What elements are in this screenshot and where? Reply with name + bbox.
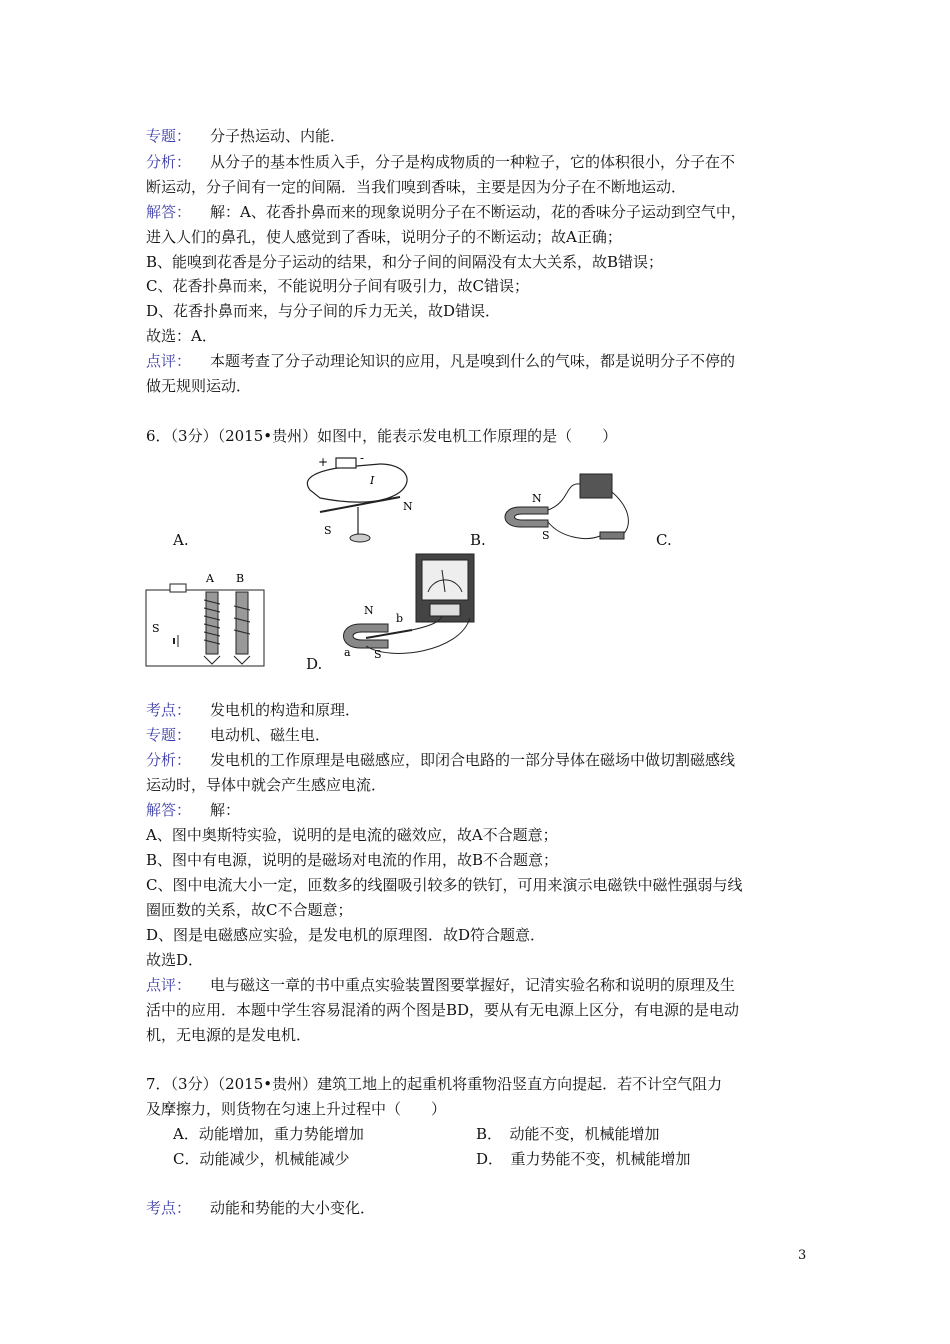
fig-a-minus: - [360, 452, 365, 465]
q6-topic: 专题： 电动机、磁生电． [146, 726, 331, 744]
q5-comment-1: 点评： 本题考查了分子动理论知识的应用，凡是嗅到什么的气味，都是说明分子不停的 [146, 352, 736, 370]
q6-answer-0: 解答： 解： [146, 801, 241, 819]
q6-option-a: A. [173, 531, 189, 549]
comment-label: 点评： [146, 352, 192, 370]
q6-option-c: C. [656, 531, 672, 549]
q5-answer-1: 解答： 解：A、花香扑鼻而来的现象说明分子在不断运动，花的香味分子运动到空气中， [146, 203, 746, 221]
fig-a-plus: + [318, 455, 329, 469]
figure-c-electromagnets [142, 570, 268, 670]
figure-a-oersted [300, 452, 420, 546]
fig-d-s: S [374, 648, 382, 661]
q7-stem-1: 7．（3分）（2015•贵州）建筑工地上的起重机将重物沿竖直方向提起．若不计空气阻力 [146, 1075, 723, 1093]
q5-analysis-1: 分析： 从分子的基本性质入手，分子是构成物质的一种粒子，它的体积很小，分子在不 [146, 153, 736, 171]
q5-comment-2: 做无规则运动． [146, 377, 252, 395]
q6-analysis-2: 运动时，导体中就会产生感应电流． [146, 776, 387, 794]
q5-answer-2: 进入人们的鼻孔，使人感觉到了香味，说明分子的不断运动；故A正确； [146, 228, 622, 246]
answer-label: 解答： [146, 801, 192, 819]
fig-a-n: N [403, 500, 413, 513]
q7-stem-2: 及摩擦力，则货物在匀速上升过程中（ ） [146, 1100, 447, 1118]
analysis-label: 分析： [146, 751, 192, 769]
analysis-label: 分析： [146, 153, 192, 171]
q6-answer-1: A、图中奥斯特实验，说明的是电流的磁效应，故A不合题意； [146, 826, 558, 844]
fig-b-n: N [532, 492, 542, 505]
fig-c-s: S [152, 622, 160, 635]
answer-label: 解答： [146, 203, 192, 221]
q5-answer-4: C、花香扑鼻而来，不能说明分子间有吸引力，故C错误； [146, 277, 529, 295]
figure-b-motor [490, 462, 640, 547]
q6-option-d: D. [306, 655, 323, 673]
q5-answer-3: B、能嗅到花香是分子运动的结果，和分子间的间隔没有太大关系，故B错误； [146, 253, 664, 271]
q7-option-d: D． 重力势能不变，机械能增加 [476, 1150, 691, 1168]
topic-label: 专题： [146, 127, 192, 145]
q6-answer-4: 圈匝数的关系，故C不合题意； [146, 901, 353, 919]
q6-answer-3: C、图中电流大小一定，匝数多的线圈吸引较多的铁钉，可用来演示电磁铁中磁性强弱与线 [146, 876, 743, 894]
kaodian-label: 考点： [146, 701, 192, 719]
q6-analysis-1: 分析： 发电机的工作原理是电磁感应，即闭合电路的一部分导体在磁场中做切割磁感线 [146, 751, 736, 769]
q7-option-a: A．动能增加，重力势能增加 [173, 1125, 364, 1143]
q5-topic: 专题： 分子热运动、内能． [146, 127, 346, 145]
q5-choice: 故选：A． [146, 327, 217, 345]
fig-b-s: S [542, 529, 550, 542]
fig-c-a: A [206, 572, 214, 585]
q6-answer-5: D、图是电磁感应实验，是发电机的原理图．故D符合题意． [146, 926, 546, 944]
q6-stem: 6．（3分）（2015•贵州）如图中，能表示发电机工作原理的是（ ） [146, 427, 618, 445]
q6-comment-3: 机，无电源的是发电机． [146, 1026, 312, 1044]
q5-answer-5: D、花香扑鼻而来，与分子间的斥力无关，故D错误． [146, 302, 501, 320]
q6-comment-1: 点评： 电与磁这一章的书中重点实验装置图要掌握好，记清实验名称和说明的原理及生 [146, 976, 736, 994]
fig-a-current: I [370, 474, 375, 487]
q7-option-c: C．动能减少，机械能减少 [173, 1150, 350, 1168]
fig-c-b: B [236, 572, 245, 585]
q5-analysis-2: 断运动，分子间有一定的间隔．当我们嗅到香味，主要是因为分子在不断地运动． [146, 178, 687, 196]
fig-d-n: N [364, 604, 374, 617]
q6-option-b: B. [470, 531, 486, 549]
kaodian-label: 考点： [146, 1199, 192, 1217]
q6-choice: 故选D． [146, 951, 204, 969]
q6-comment-2: 活中的应用．本题中学生容易混淆的两个图是BD，要从有无电源上区分，有电源的是电动 [146, 1001, 740, 1019]
fig-a-s: S [324, 524, 332, 537]
q6-kaodian: 考点： 发电机的构造和原理． [146, 701, 361, 719]
page-number: 3 [798, 1248, 807, 1263]
fig-d-a: a [344, 646, 351, 659]
q7-kaodian: 考点： 动能和势能的大小变化． [146, 1199, 376, 1217]
comment-label: 点评： [146, 976, 192, 994]
q6-answer-2: B、图中有电源，说明的是磁场对电流的作用，故B不合题意； [146, 851, 559, 869]
fig-d-b: b [396, 612, 404, 625]
figure-d-induction [330, 552, 480, 662]
topic-label: 专题： [146, 726, 192, 744]
q7-option-b: B． 动能不变，机械能增加 [476, 1125, 660, 1143]
